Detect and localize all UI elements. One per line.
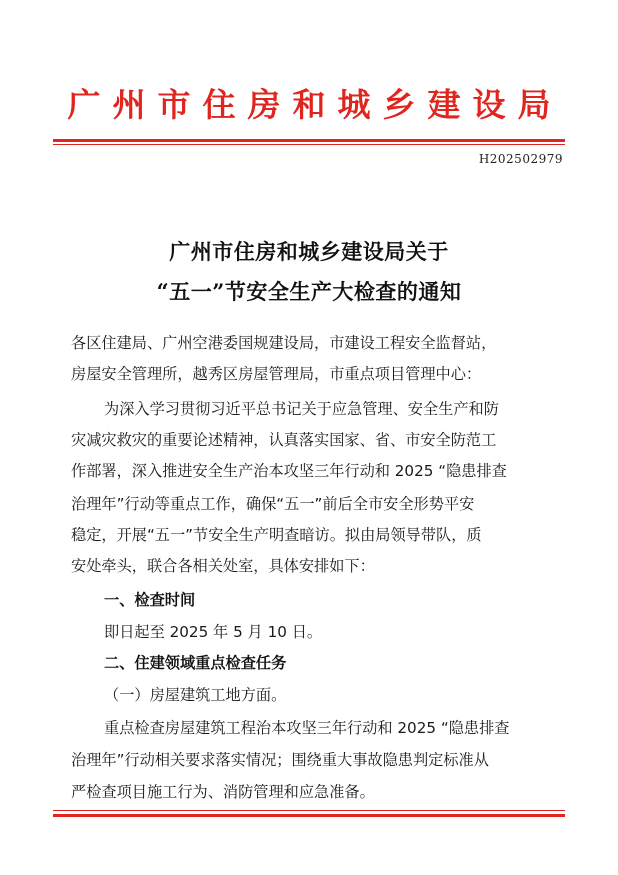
- section-heading: 一、检查时间: [104, 591, 196, 609]
- footer-rule-thin: [53, 810, 565, 811]
- section-text: 即日起至 2025 年 5 月 10 日。: [104, 623, 323, 641]
- masthead-rule-thin: [53, 144, 565, 145]
- intro-line: 灾减灾救灾的重要论述精神，认真落实国家、省、市安全防范工: [71, 431, 497, 449]
- intro-line: 为深入学习贯彻习近平总书记关于应急管理、安全生产和防: [104, 400, 499, 418]
- document-number: H202502979: [478, 152, 563, 166]
- intro-line: 作部署，深入推进安全生产治本攻坚三年行动和 2025 “隐患排查: [71, 462, 507, 480]
- section-text-line: 严检查项目施工行为、消防管理和应急准备。: [71, 783, 375, 801]
- issuer-masthead: 广州市住房和城乡建设局: [67, 85, 563, 124]
- addressee-line-2: 房屋安全管理所，越秀区房屋管理局，市重点项目管理中心：: [71, 365, 482, 383]
- section-subheading: （一）房屋建筑工地方面。: [104, 686, 287, 704]
- masthead-rule-thick: [53, 139, 565, 142]
- footer-rule-thick: [53, 814, 565, 817]
- intro-line: 稳定，开展“五一”节安全生产明查暗访。拟由局领导带队，质: [71, 526, 482, 544]
- intro-line: 治理年”行动等重点工作，确保“五一”前后全市安全形势平安: [71, 495, 475, 513]
- section-text-line: 治理年”行动相关要求落实情况；围绕重大事故隐患判定标准从: [71, 751, 489, 769]
- title-line-2: “五一”节安全生产大检查的通知: [156, 279, 462, 304]
- intro-line: 安处牵头，联合各相关处室，具体安排如下：: [71, 557, 375, 575]
- addressee-line-1: 各区住建局、广州空港委国规建设局，市建设工程安全监督站，: [71, 334, 497, 352]
- section-text-line: 重点检查房屋建筑工程治本攻坚三年行动和 2025 “隐患排查: [104, 719, 510, 737]
- section-heading: 二、住建领域重点检查任务: [104, 654, 287, 672]
- title-line-1: 广州市住房和城乡建设局关于: [169, 239, 449, 264]
